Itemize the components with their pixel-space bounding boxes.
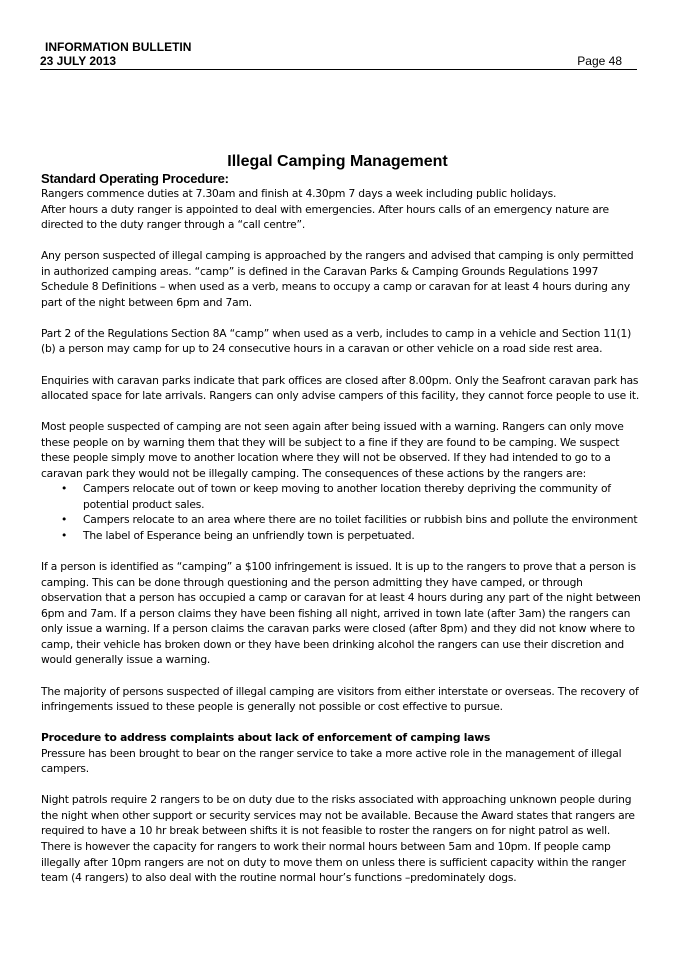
bulletin-date: 23 JULY 2013: [40, 54, 117, 68]
paragraph: The majority of persons suspected of illegal camping are visitors from either interstate or overseas. The recovery of infringements issued to these people is generally not possible or cost effective to pursue.: [41, 684, 639, 714]
document-title: Illegal Camping Management: [227, 153, 448, 170]
procedure-heading: Procedure to address complaints about lack of enforcement of camping laws: [41, 731, 491, 745]
paragraph: Night patrols require 2 rangers to be on duty due to the risks associated with approaching unknown people during the night when other support or security services may not be available. Because the Award states that rangers are required to have a 10 hr break between shifts it is not feasible to roster the rangers on for night patrol as well. There is however the capacity for rangers to work their normal hours between 5am and 10pm. If people camp illegally after 10pm rangers are not on duty to move them on unless there is sufficient capacity within the ranger team (4 rangers) to also deal with the routine normal hour’s functions –predominately dogs.: [41, 793, 635, 885]
sop-line: After hours a duty ranger is appointed to deal with emergencies. After hours calls of an emergency nature are directed to the duty ranger through a “call centre”.: [41, 202, 609, 232]
header-row: [40, 54, 637, 70]
paragraph: Part 2 of the Regulations Section 8A “camp” when used as a verb, includes to camp in a vehicle and Section 11(1) (b) a person may camp for up to 24 consecutive hours in a caravan or other vehicle on a road side rest area.: [41, 326, 632, 356]
paragraph: Most people suspected of camping are not seen again after being issued with a warning. Rangers can only move these people on by warning them that they will be subject to a fine if they are found to be camping. We suspect these people simply move to another location where they will not be observed. If they had intended to go to a caravan park they would not be illegally camping. The consequences of these actions by the rangers are:: [41, 420, 624, 480]
page-header: [40, 40, 637, 70]
paragraph: Enquiries with caravan parks indicate that park offices are closed after 8.00pm. Only the Seafront caravan park has allocated space for late arrivals. Rangers can only advise campers of this facility, they cannot force people to use it.: [41, 373, 640, 403]
list-item: • The label of Esperance being an unfriendly town is perpetuated.: [41, 528, 641, 544]
document-body: [41, 171, 641, 886]
paragraph: If a person is identified as “camping” a $100 infringement is issued. It is up to the rangers to prove that a person is camping. This can be done through questioning and the person admitting they have camped, or through observation that a person has occupied a camp or caravan for at least 4 hours during any part of the night between 6pm and 7am. If a person claims they have been fishing all night, arrived in town late (after 3am) the rangers can only issue a warning. If a person claims the caravan parks were closed (after 8pm) and they did not know where to camp, their vehicle has broken down or they have been drinking alcohol the rangers can use their discretion and would generally issue a warning.: [41, 560, 641, 667]
paragraph: Pressure has been brought to bear on the ranger service to take a more active role in the management of illegal campers.: [41, 746, 622, 776]
sop-line: Rangers commence duties at 7.30am and finish at 4.30pm 7 days a week including public holidays.: [41, 187, 557, 200]
sop-heading: Standard Operating Procedure:: [41, 171, 229, 186]
consequences-list: [41, 481, 641, 543]
page-number: Page 48: [577, 54, 622, 68]
list-item: • Campers relocate to an area where there are no toilet facilities or rubbish bins and pollute the environment: [41, 512, 641, 528]
list-item: • Campers relocate out of town or keep moving to another location thereby depriving the community of potential product sales.: [41, 481, 641, 512]
bulletin-title: INFORMATION BULLETIN: [45, 40, 192, 54]
paragraph: Any person suspected of illegal camping is approached by the rangers and advised that camping is only permitted in authorized camping areas. “camp” is defined in the Caravan Parks & Camping Grounds Regulations 1997 Schedule 8 Definitions – when used as a verb, means to occupy a camp or caravan for at least 4 hours during any part of the night between 6pm and 7am.: [41, 249, 634, 309]
